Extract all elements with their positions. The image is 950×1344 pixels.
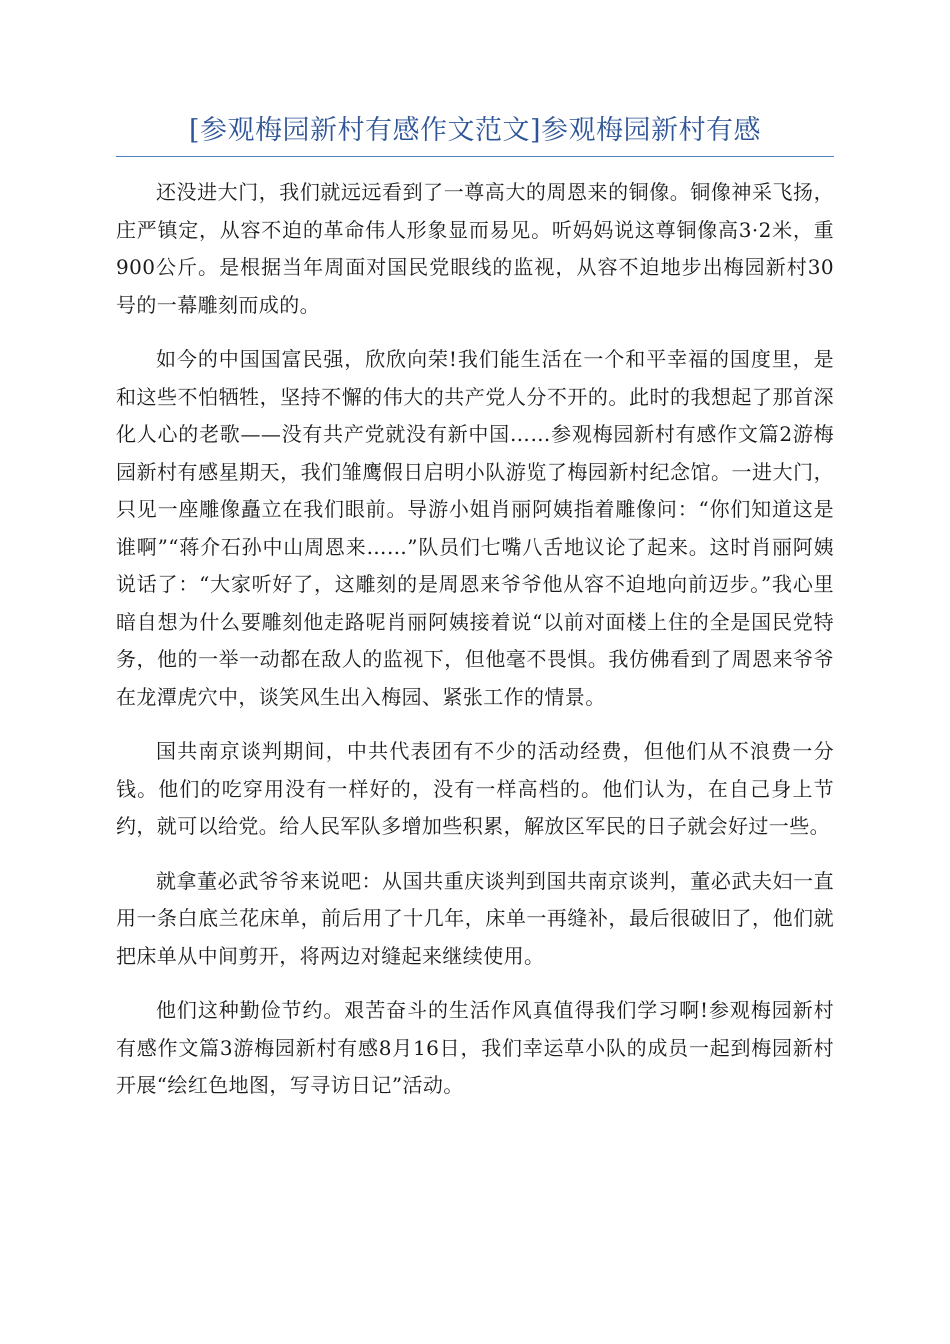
page-title: [参观梅园新村有感作文范文]参观梅园新村有感	[188, 115, 762, 146]
paragraph: 如今的中国国富民强，欣欣向荣!我们能生活在一个和平幸福的国度里，是和这些不怕牺牲，坚持不懈的伟大的共产党人分不开的。此时的我想起了那首深化人心的老歌——没有共产党就没有新中国……参观梅园新村有感作文篇2游梅园新村有感星期天，我们雏鹰假日启明小队游览了梅园新村纪念馆。一进大门，只见一座雕像矗立在我们眼前。导游小姐肖丽阿姨指着雕像问：“你们知道这是谁啊”“蒋介石孙中山周恩来……”队员们七嘴八舌地议论了起来。这时肖丽阿姨说话了：“大家听好了，这雕刻的是周恩来爷爷他从容不迫地向前迈步。”我心里暗自想为什么要雕刻他走路呢肖丽阿姨接着说“以前对面楼上住的全是国民党特务，他的一举一动都在敌人的监视下，但他毫不畏惧。我仿佛看到了周恩来爷爷在龙潭虎穴中，谈笑风生出入梅园、紧张工作的情景。	[116, 347, 834, 709]
paragraph: 就拿董必武爷爷来说吧：从国共重庆谈判到国共南京谈判，董必武夫妇一直用一条白底兰花床单，前后用了十几年，床单一再缝补，最后很破旧了，他们就把床单从中间剪开，将两边对缝起来继续使用。	[116, 868, 834, 968]
paragraph: 国共南京谈判期间，中共代表团有不少的活动经费，但他们从不浪费一分钱。他们的吃穿用没有一样好的，没有一样高档的。他们认为，在自己身上节约，就可以给党。给人民军队多增加些积累，解放区军民的日子就会好过一些。	[116, 739, 834, 838]
paragraph: 还没进大门，我们就远远看到了一尊高大的周恩来的铜像。铜像神采飞扬，庄严镇定，从容不迫的革命伟人形象显而易见。听妈妈说这尊铜像高3·2米，重900公斤。是根据当年周面对国民党眼线的监视，从容不迫地步出梅园新村30号的一幕雕刻而成的。	[116, 180, 834, 317]
document-body	[116, 174, 834, 1122]
title-block	[116, 112, 834, 157]
paragraph: 他们这种勤俭节约。艰苦奋斗的生活作风真值得我们学习啊!参观梅园新村有感作文篇3游梅园新村有感8月16日，我们幸运草小队的成员一起到梅园新村开展“绘红色地图，写寻访日记”活动。	[116, 998, 834, 1097]
